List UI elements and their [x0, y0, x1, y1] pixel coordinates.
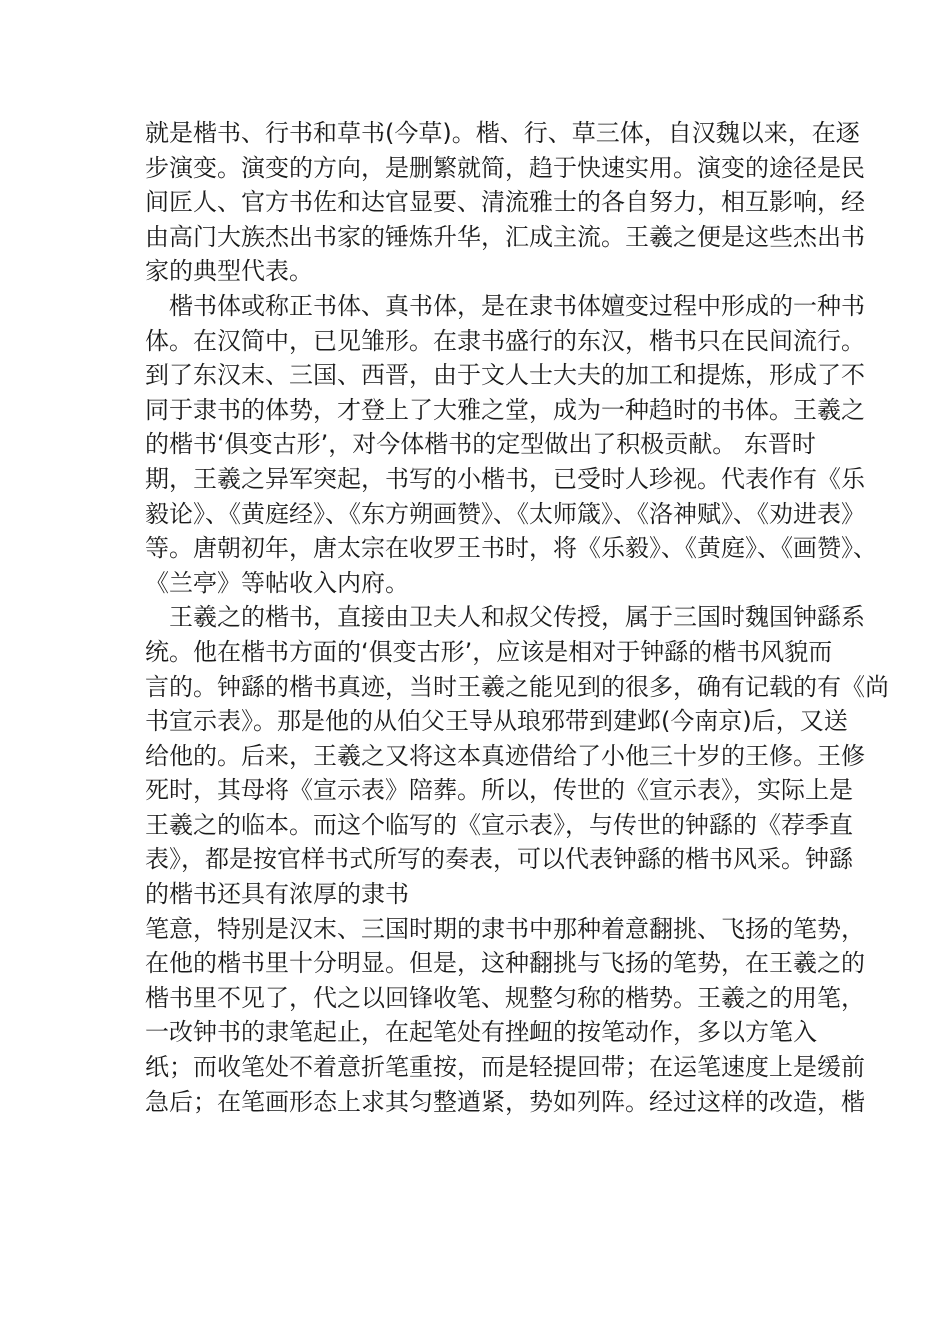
text-line: 在他的楷书里十分明显。但是，这种翻挑与飞扬的笔势，在王羲之的 [145, 949, 865, 978]
text-line: 的楷书‘俱变古形’，对今体楷书的定型做出了积极贡献。 东晋时 [145, 430, 816, 459]
text-line: 纸；而收笔处不着意折笔重按，而是轻提回带；在运笔速度上是缓前 [145, 1053, 865, 1082]
text-line: 毅论》、《黄庭经》、《东方朔画赞》、《太师箴》、《洛神赋》、《劝进表》 [145, 499, 865, 528]
text-line: 家的典型代表。 [145, 257, 313, 286]
text-line: 的楷书还具有浓厚的隶书 [145, 880, 409, 909]
paragraph-start-line: 楷书体或称正书体、真书体，是在隶书体嬗变过程中形成的一种书 [169, 291, 865, 320]
text-line: 到了东汉末、三国、西晋，由于文人士大夫的加工和提炼，形成了不 [145, 361, 865, 390]
text-line: 《兰亭》等帖收入内府。 [145, 568, 409, 597]
text-line: 王羲之的临本。而这个临写的《宣示表》，与传世的钟繇的《荐季直 [145, 810, 853, 839]
text-line: 体。在汉简中，已见雏形。在隶书盛行的东汉，楷书只在民间流行。 [145, 326, 865, 355]
body-text [145, 116, 889, 1119]
text-line: 表》，都是按官样书式所写的奏表，可以代表钟繇的楷书风采。钟繇 [145, 845, 853, 874]
text-line: 同于隶书的体势，才登上了大雅之堂，成为一种趋时的书体。王羲之 [145, 395, 865, 424]
text-line: 楷书里不见了，代之以回锋收笔、规整匀称的楷势。王羲之的用笔， [145, 983, 865, 1012]
text-line: 由高门大族杰出书家的锤炼升华，汇成主流。王羲之便是这些杰出书 [145, 222, 865, 251]
paragraph-start-line: 王羲之的楷书，直接由卫夫人和叔父传授，属于三国时魏国钟繇系 [169, 603, 865, 632]
text-line: 步演变。演变的方向，是删繁就简，趋于快速实用。演变的途径是民 [145, 153, 865, 182]
text-line: 统。他在楷书方面的‘俱变古形’，应该是相对于钟繇的楷书风貌而 [145, 637, 833, 666]
text-line: 一改钟书的隶笔起止，在起笔处有挫衄的按笔动作，多以方笔入 [145, 1018, 817, 1047]
text-line: 间匠人、官方书佐和达官显要、清流雅士的各自努力，相互影响，经 [145, 188, 865, 217]
text-line: 言的。钟繇的楷书真迹，当时王羲之能见到的很多，确有记载的有《尚 [145, 672, 889, 701]
text-line: 急后；在笔画形态上求其匀整遒紧，势如列阵。经过这样的改造，楷 [145, 1087, 865, 1116]
text-line: 给他的。后来，王羲之又将这本真迹借给了小他三十岁的王修。王修 [145, 741, 865, 770]
text-line: 等。唐朝初年，唐太宗在收罗王书时，将《乐毅》、《黄庭》、《画赞》、 [145, 534, 877, 563]
text-line: 期，王羲之异军突起，书写的小楷书，已受时人珍视。代表作有《乐 [145, 464, 865, 493]
text-line: 书宣示表》。那是他的从伯父王导从琅邪带到建邺(今南京)后，又送 [145, 707, 848, 736]
text-line: 死时，其母将《宣示表》陪葬。所以，传世的《宣示表》，实际上是 [145, 776, 853, 805]
text-line: 就是楷书、行书和草书(今草)。楷、行、草三体，自汉魏以来，在逐 [145, 119, 860, 147]
text-line: 笔意，特别是汉末、三国时期的隶书中那种着意翻挑、飞扬的笔势， [145, 914, 865, 943]
